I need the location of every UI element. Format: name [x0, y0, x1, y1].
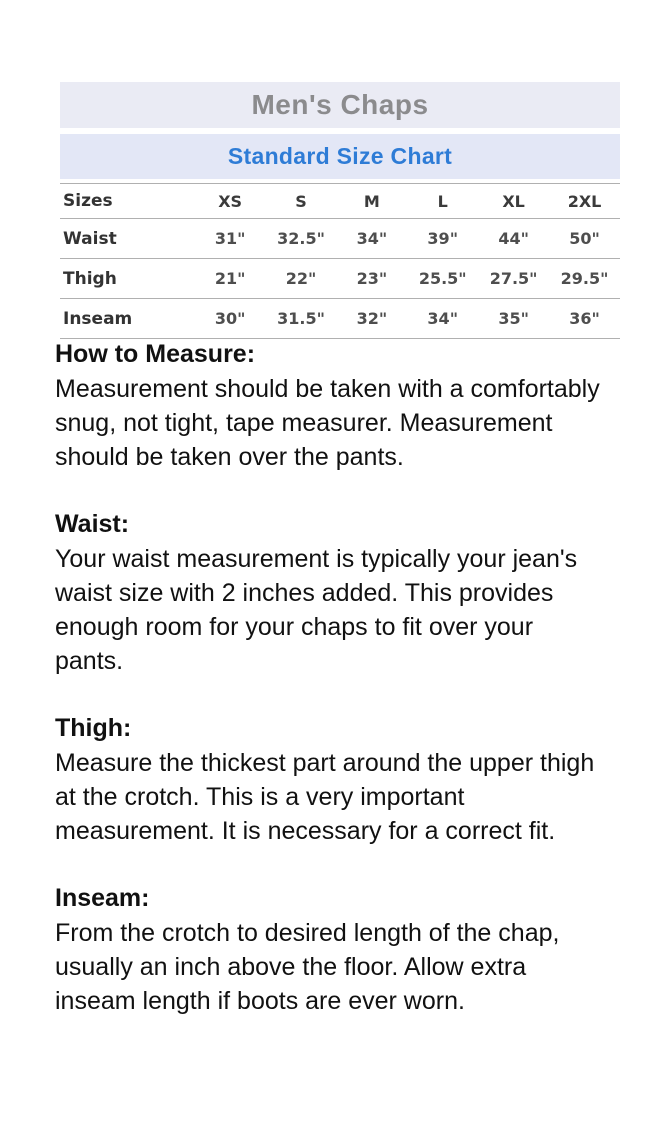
column-header-2xl: 2XL	[549, 184, 620, 219]
cell-thigh-xl: 27.5"	[478, 259, 549, 299]
cell-waist-xs: 31"	[195, 219, 266, 259]
size-chart-table	[60, 183, 620, 339]
section-inseam	[55, 881, 607, 1018]
section-paragraph: Your waist measurement is typically your jean's waist size with 2 inches added. This provides enough room for your chaps to fit over your pants.	[55, 545, 578, 675]
section-paragraph: From the crotch to desired length of the chap, usually an inch above the floor. Allow extra inseam length if boots are ever worn.	[55, 919, 560, 1015]
table-row-inseam	[60, 299, 620, 339]
size-chart	[60, 82, 620, 339]
cell-thigh-s: 22"	[266, 259, 337, 299]
column-header-m: M	[336, 184, 407, 219]
cell-waist-s: 32.5"	[266, 219, 337, 259]
cell-inseam-s: 31.5"	[266, 299, 337, 339]
cell-waist-m: 34"	[336, 219, 407, 259]
chart-subtitle-banner	[60, 134, 620, 179]
cell-inseam-m: 32"	[336, 299, 407, 339]
row-label-thigh: Thigh	[60, 259, 195, 299]
chart-title-banner	[60, 82, 620, 128]
cell-waist-xl: 44"	[478, 219, 549, 259]
column-header-sizes: Sizes	[60, 184, 195, 219]
section-heading: Thigh:	[55, 714, 132, 742]
section-paragraph: Measurement should be taken with a comfortably snug, not tight, tape measurer. Measurement should be taken over the pants.	[55, 375, 600, 471]
cell-inseam-xs: 30"	[195, 299, 266, 339]
cell-waist-2xl: 50"	[549, 219, 620, 259]
chart-title: Men's Chaps	[251, 89, 429, 120]
table-header-row	[60, 184, 620, 219]
table-row-waist	[60, 219, 620, 259]
table-row-thigh	[60, 259, 620, 299]
cell-inseam-xl: 35"	[478, 299, 549, 339]
cell-inseam-2xl: 36"	[549, 299, 620, 339]
chart-subtitle: Standard Size Chart	[227, 143, 453, 169]
column-header-xs: XS	[195, 184, 266, 219]
measuring-instructions	[55, 337, 607, 1051]
section-heading: Inseam:	[55, 884, 150, 912]
section-waist	[55, 507, 607, 678]
cell-waist-l: 39"	[407, 219, 478, 259]
cell-thigh-xs: 21"	[195, 259, 266, 299]
column-header-l: L	[407, 184, 478, 219]
section-how-to-measure	[55, 337, 607, 474]
section-thigh	[55, 711, 607, 848]
cell-thigh-m: 23"	[336, 259, 407, 299]
cell-thigh-l: 25.5"	[407, 259, 478, 299]
row-label-waist: Waist	[60, 219, 195, 259]
section-heading: Waist:	[55, 510, 130, 538]
column-header-s: S	[266, 184, 337, 219]
section-heading: How to Measure:	[55, 340, 256, 368]
cell-inseam-l: 34"	[407, 299, 478, 339]
column-header-xl: XL	[478, 184, 549, 219]
row-label-inseam: Inseam	[60, 299, 195, 339]
cell-thigh-2xl: 29.5"	[549, 259, 620, 299]
section-paragraph: Measure the thickest part around the upper thigh at the crotch. This is a very important measurement. It is necessary for a correct fit.	[55, 749, 595, 845]
